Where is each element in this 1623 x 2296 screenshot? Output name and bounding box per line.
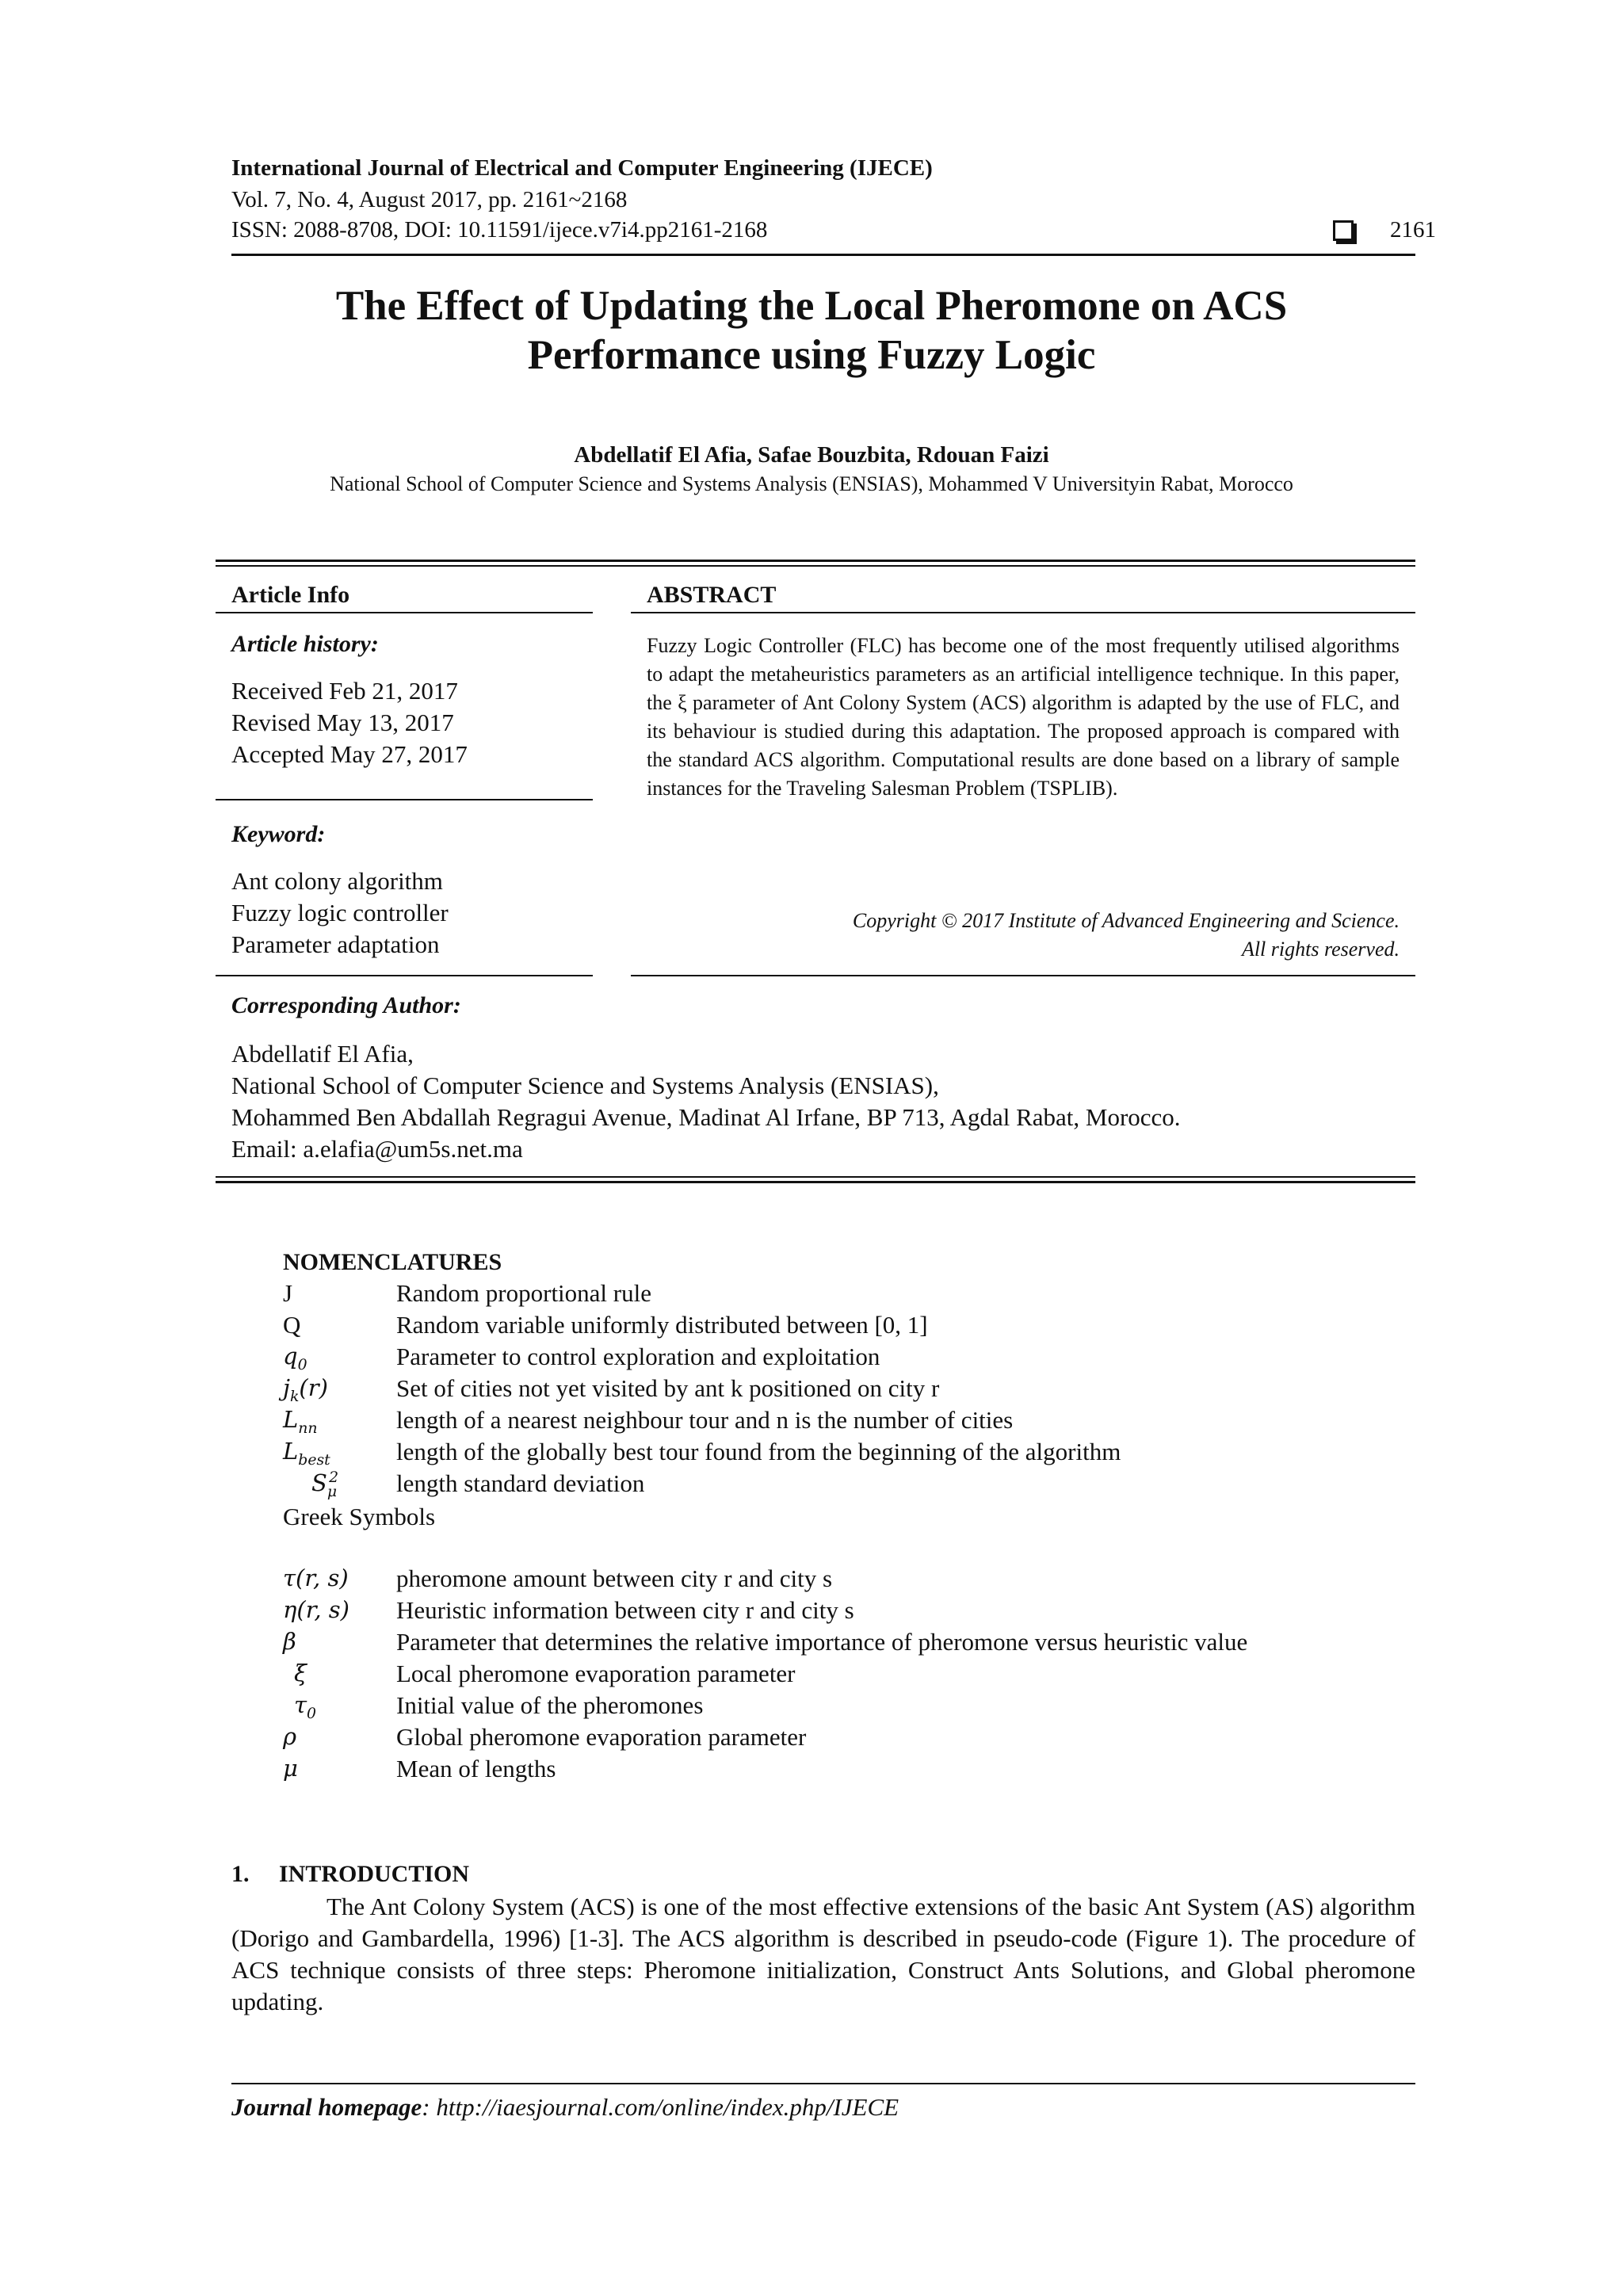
copyright-line-2: All rights reserved. [1241,938,1400,961]
greek-definition: Heuristic information between city r and city s [396,1596,854,1624]
nomenclature-row [283,1343,880,1373]
accepted-date: Accepted May 27, 2017 [231,740,468,768]
article-info-heading: Article Info [231,582,350,608]
nomenclature-symbol: J [283,1279,293,1307]
abstract-text: Fuzzy Logic Controller (FLC) has become one of the most frequently utilised algorithms to adapt the metaheuristics parameters as an artificial intelligence technique. In this paper, the ξ parameter of Ant Colony System (ACS) algorithm is adapted by the use of FLC, and its behaviour is studied during this adaptation. The proposed approach is compared with the standard ACS algorithm. Computational results are done based on a library of sample instances for the Traveling Salesman Problem (TSPLIB). [647,634,1400,800]
nomenclature-definition: Random variable uniformly distributed between [0, 1] [396,1311,928,1339]
received-date: Received Feb 21, 2017 [231,677,458,705]
nomenclature-symbol: $j_k(r)$ [283,1374,328,1405]
nomenclature-symbol: $q_0$ [283,1343,307,1373]
greek-symbol: β [283,1628,296,1655]
nomenclature-symbol: $L_{best}$ [283,1438,330,1469]
greek-symbols-heading: Greek Symbols [283,1503,436,1530]
keyword-heading: Keyword: [231,821,326,847]
corresponding-address: Mohammed Ben Abdallah Regragui Avenue, Madinat Al Irfane, BP 713, Agdal Rabat, Morocco. [231,1103,1181,1131]
info-bottom-rule-1 [216,1176,1415,1178]
nomenclature-row [283,1279,651,1308]
info-bottom-rule-2 [216,1181,1415,1183]
authors: Abdellatif El Afia, Safae Bouzbita, Rdouan Faizi [574,442,1049,468]
keyword-item: Ant colony algorithm [231,867,443,895]
nomenclature-heading: NOMENCLATURES [283,1249,502,1275]
greek-row [283,1755,556,1783]
page-number: 2161 [1390,217,1436,243]
greek-symbol: η(r, s) [283,1596,349,1623]
greek-symbol: ξ [294,1660,307,1687]
introduction-paragraph: The Ant Colony System (ACS) is one of the most effective extensions of the basic Ant System (AS) algorithm (Dorigo and Gambardella, 1996) [1-3]. The ACS algorithm is described in pseudo-code (Figure 1). The procedure of ACS technique consists of three steps: Pheromone initialization, Construct Ants Solutions, and Global pheromone updating. [231,1893,1415,2015]
keyword-item: Fuzzy logic controller [231,899,449,926]
greek-row [283,1691,703,1722]
nomenclature-definition: length of a nearest neighbour tour and n is the number of cities [396,1406,1014,1434]
homepage-label: Journal homepage [231,2093,422,2121]
greek-definition: Global pheromone evaporation parameter [396,1723,807,1751]
affiliation: National School of Computer Science and Systems Analysis (ENSIAS), Mohammed V Universityin Rabat, Morocco [330,472,1293,495]
nomenclature-row [283,1311,928,1339]
page-number-block [1333,217,1436,243]
nomenclature-definition: length of the globally best tour found from the beginning of the algorithm [396,1438,1121,1465]
info-top-rule-1 [216,560,1415,562]
greek-row [283,1660,796,1688]
greek-symbol: $\tau_0$ [294,1691,317,1722]
abstract-heading: ABSTRACT [647,582,777,608]
greek-symbol: ρ [283,1723,297,1750]
info-top-rule-2 [216,565,1415,567]
corresponding-institution: National School of Computer Science and Systems Analysis (ENSIAS), [231,1072,939,1099]
introduction-heading: 1. INTRODUCTION [231,1861,470,1887]
copyright [647,907,1400,964]
revised-date: Revised May 13, 2017 [231,709,454,736]
nomenclature-row [283,1438,1121,1469]
nomenclature-definition: Parameter to control exploration and exploitation [396,1343,880,1370]
greek-row [283,1564,832,1593]
title-line-2: Performance using Fuzzy Logic [527,332,1096,378]
corresponding-email: Email: a.elafia@um5s.net.ma [231,1135,523,1163]
nomenclature-symbol: Q [283,1311,301,1339]
header-rule [231,254,1415,256]
nomenclature-symbol: $L_{nn}$ [283,1406,318,1437]
journal-homepage [231,2093,899,2122]
keyword-rule [216,975,593,976]
footer-rule [231,2083,1415,2084]
nomenclature-row [283,1374,939,1405]
issn-doi: ISSN: 2088-8708, DOI: 10.11591/ijece.v7i4.pp2161-2168 [231,217,768,243]
article-info-rule [216,612,593,613]
introduction-text [231,1891,1415,2018]
greek-definition: Parameter that determines the relative importance of pheromone versus heuristic value [396,1628,1248,1656]
nomenclature-definition: Set of cities not yet visited by ant k positioned on city r [396,1374,940,1402]
title-line-1: The Effect of Updating the Local Pheromone on ACS [335,283,1288,329]
homepage-url[interactable]: : http://iaesjournal.com/online/index.php/IJECE [422,2093,899,2121]
greek-row [283,1723,806,1752]
checkbox-square-icon [1333,220,1354,241]
corresponding-heading: Corresponding Author: [231,992,461,1018]
greek-symbol: μ [283,1755,298,1782]
history-rule [216,799,593,800]
nomenclature-row [283,1469,644,1500]
greek-row [283,1596,854,1625]
greek-definition: Mean of lengths [396,1755,556,1782]
nomenclature-definition: length standard deviation [396,1469,645,1497]
copyright-line-1: Copyright © 2017 Institute of Advanced Engineering and Science. [852,909,1400,932]
nomenclature-definition: Random proportional rule [396,1279,651,1307]
corresponding-name: Abdellatif El Afia, [231,1040,414,1068]
journal-name: International Journal of Electrical and Computer Engineering (IJECE) [231,155,933,181]
nomenclature-symbol: $S_\mu^2$ [311,1469,339,1500]
greek-symbol: τ(r, s) [283,1564,349,1591]
article-history-heading: Article history: [231,631,379,657]
volume-info: Vol. 7, No. 4, August 2017, pp. 2161~2168 [231,187,628,212]
nomenclature-row [283,1406,1013,1437]
greek-definition: pheromone amount between city r and city s [396,1564,833,1592]
keyword-item: Parameter adaptation [231,930,440,958]
abstract-bottom-rule [631,975,1415,976]
greek-row [283,1628,1247,1656]
greek-definition: Local pheromone evaporation parameter [396,1660,796,1687]
greek-definition: Initial value of the pheromones [396,1691,704,1719]
paper-title [182,281,1441,380]
abstract-rule [631,612,1415,613]
